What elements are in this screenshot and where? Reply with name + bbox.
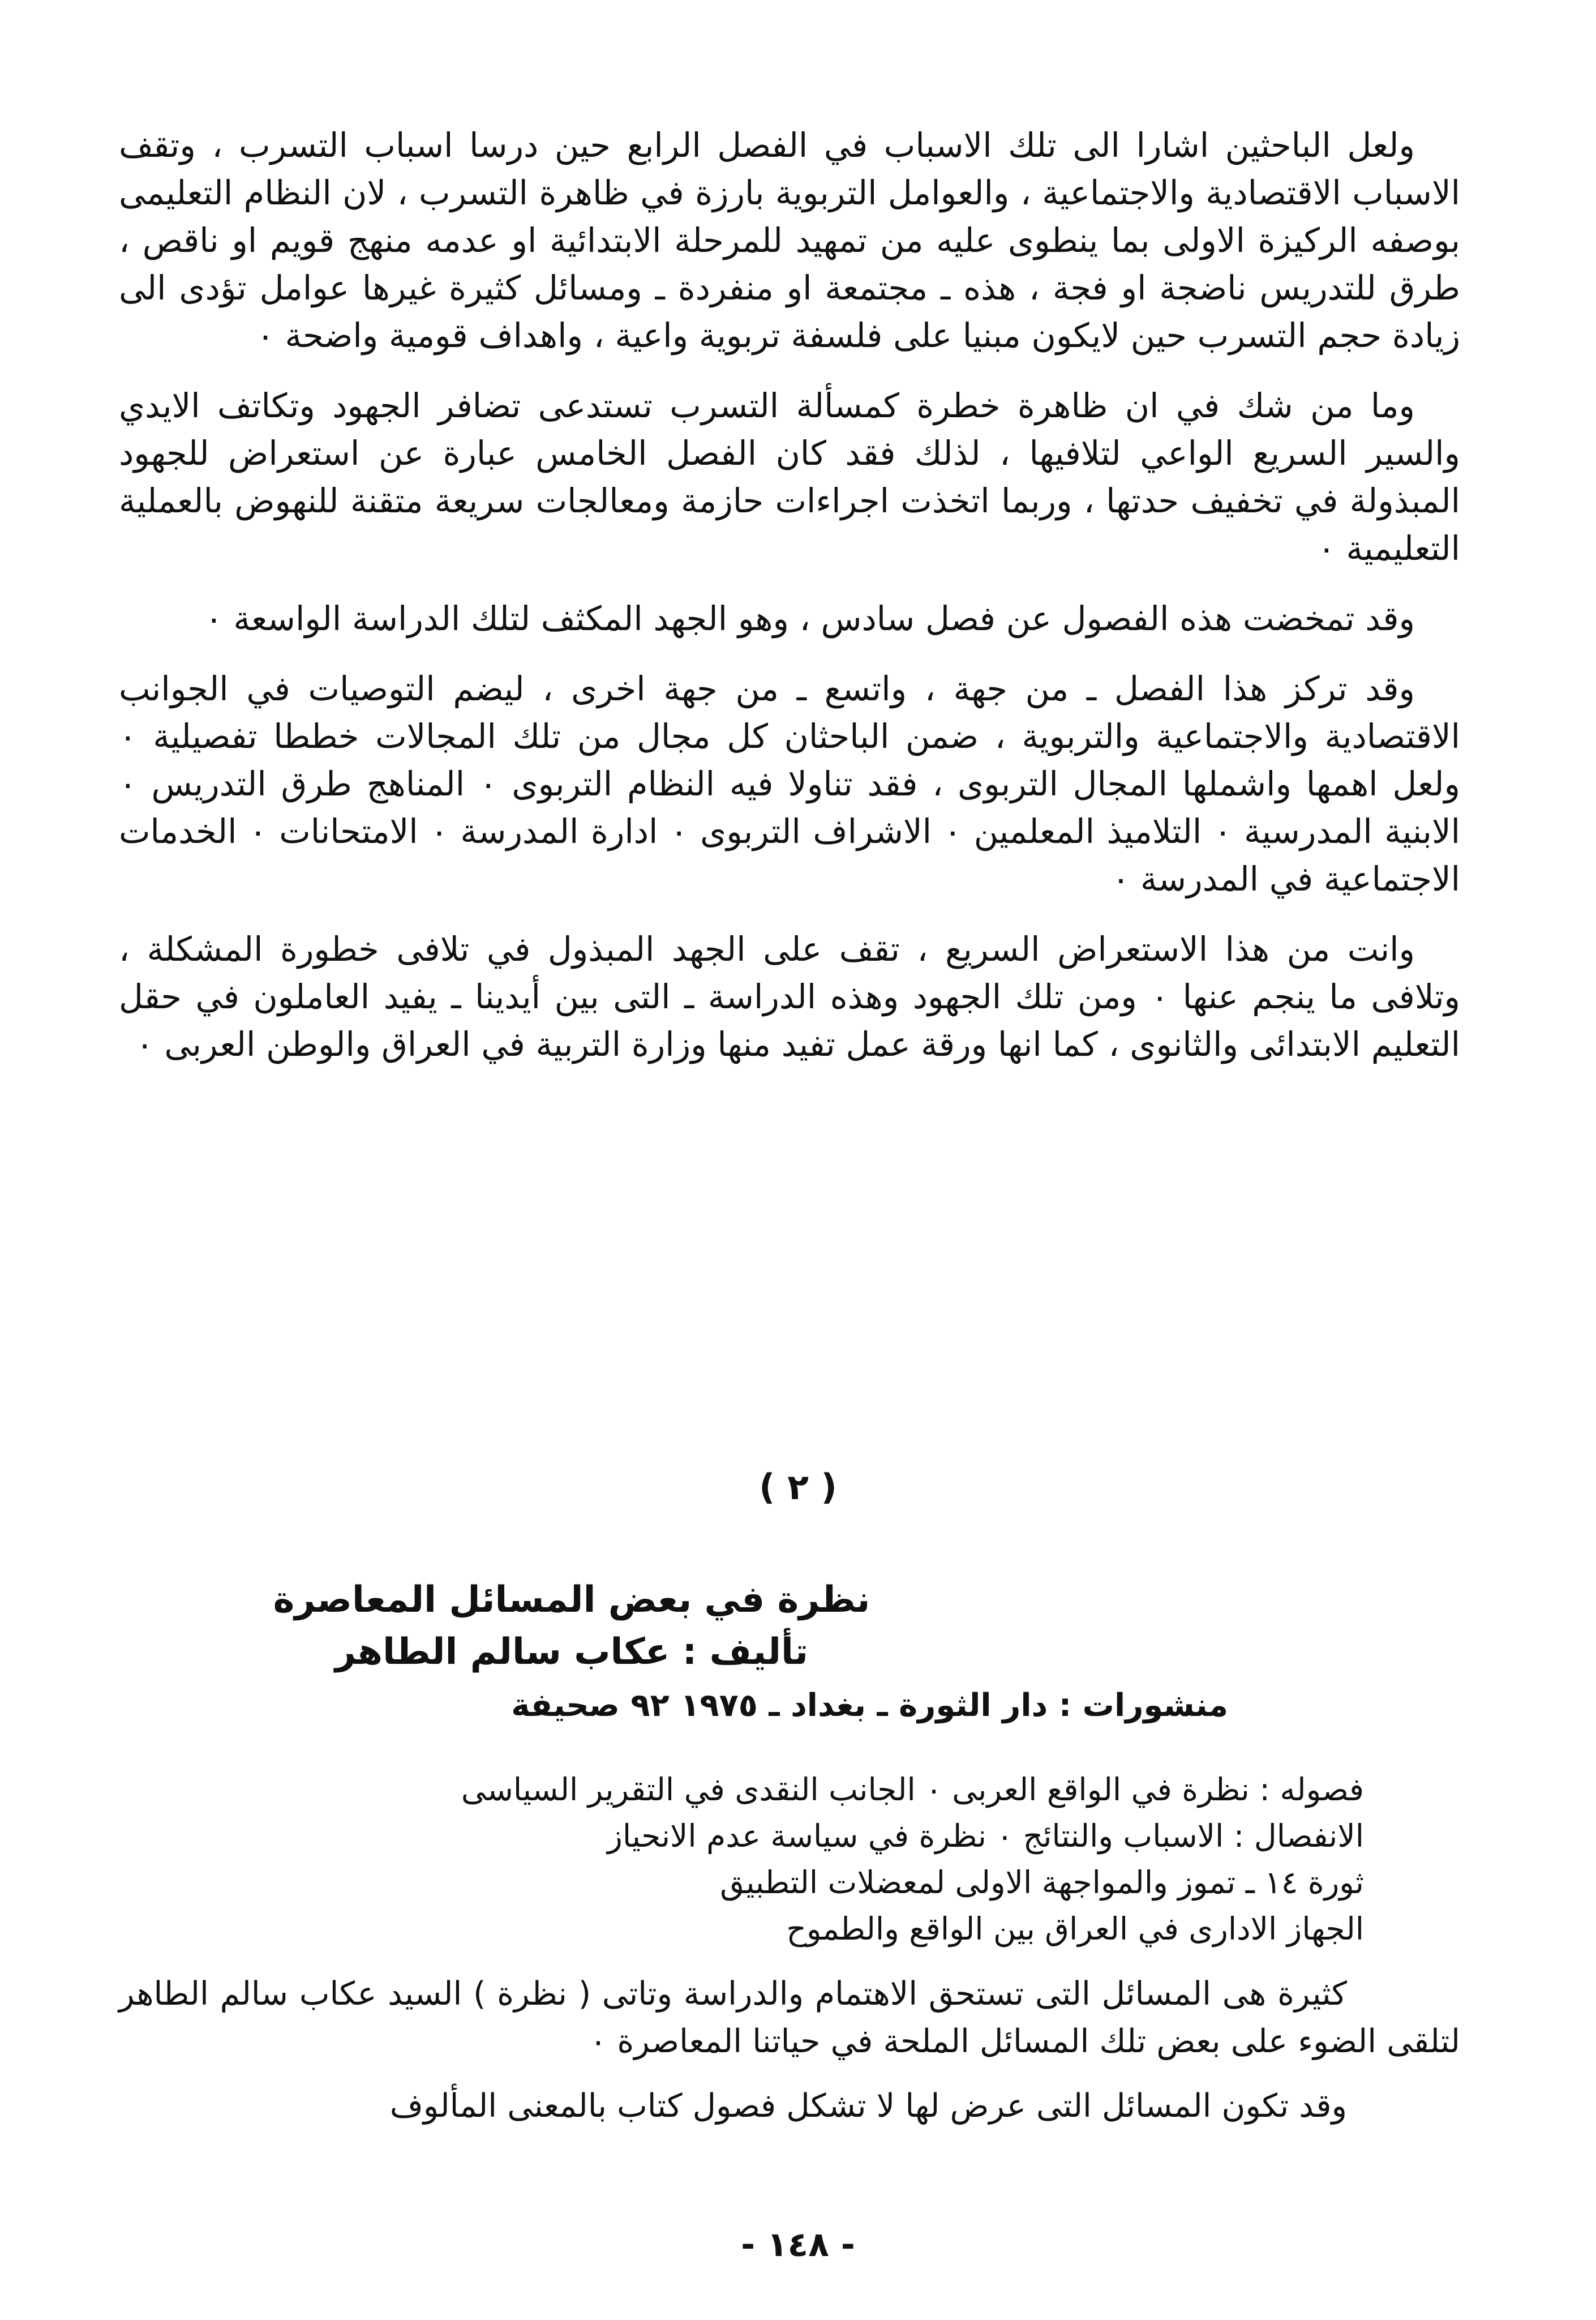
- publication-info: منشورات : دار الثورة ـ بغداد ـ ١٩٧٥ ٩٢ صحيفة: [511, 1687, 1228, 1724]
- section-number: ( ٢ ): [759, 1466, 837, 1508]
- paragraph-recommendations: وقد تركز هذا الفصل ـ من جهة ، واتسع ـ من جهة اخرى ، ليضم التوصيات في الجوانب الاقتصادية والاجتماعية والتربوية ، ضمن الباحثان كل مجال من تلك المجالات خططا تفصيلية ٠ ولعل اهمها واشملها المجال التربوى ، فقد تناولا فيه النظام التربوى ٠ المناهج طرق التدريس ٠ الابنية المدرسية ٠ التلاميذ المعلمين ٠ الاشراف التربوى ٠ ادارة المدرسة ٠ الامتحانات ٠ الخدمات الاجتماعية في المدرسة ٠: [119, 669, 1460, 898]
- review-tail: [119, 1970, 1460, 2147]
- paragraph-review-intro: كثيرة هى المسائل التى تستحق الاهتمام والدراسة وتاتى ( نظرة ) السيد عكاب سالم الطاهر لتلقى الضوء على بعض تلك المسائل الملحة في حياتنا المعاصرة ٠: [119, 1975, 1460, 2060]
- paragraph-review-continue: وقد تكون المسائل التى عرض لها لا تشكل فصول كتاب بالمعنى المألوف: [389, 2087, 1347, 2125]
- book-author: تأليف : عكاب سالم الطاهر: [334, 1631, 809, 1673]
- chapter-line: فصوله : نظرة في الواقع العربى ٠ الجانب النقدى في التقرير السياسى: [461, 1771, 1364, 1808]
- book-title: نظرة في بعض المسائل المعاصرة: [273, 1579, 870, 1621]
- chapter-list: [461, 1766, 1364, 1952]
- paragraph-causes: ولعل الباحثين اشارا الى تلك الاسباب في الفصل الرابع حين درسا اسباب التسرب ، وتقف الاسباب الاقتصادية والاجتماعية ، والعوامل التربوية بارزة في ظاهرة التسرب ، لان النظام التعليمى بوصفه الركيزة الاولى بما ينطوى عليه من تمهيد للمرحلة الابتدائية او عدمه منهج قويم او ناقص ، طرق للتدريس ناضجة او فجة ، هذه ـ مجتمعة او منفردة ـ ومسائل كثيرة غيرها عوامل تؤدى الى زيادة حجم التسرب حين لايكون مبنيا على فلسفة تربوية واعية ، واهداف قومية واضحة ٠: [119, 126, 1460, 355]
- chapter-line: ثورة ١٤ ـ تموز والمواجهة الاولى لمعضلات التطبيق: [720, 1864, 1364, 1900]
- chapter-line: الجهاز الادارى في العراق بين الواقع والطموح: [786, 1911, 1364, 1947]
- chapter-line: الانفصال : الاسباب والنتائج ٠ نظرة في سياسة عدم الانحياز: [607, 1818, 1364, 1854]
- paragraph-sixth-chapter: وقد تمخضت هذه الفصول عن فصل سادس ، وهو الجهد المكثف لتلك الدراسة الواسعة ٠: [204, 599, 1415, 638]
- review-body: [119, 122, 1460, 1091]
- page-number: - ١٤٨ -: [741, 2225, 855, 2265]
- book-header: [175, 1574, 968, 1678]
- paragraph-efforts: وما من شك في ان ظاهرة خطرة كمسألة التسرب تستدعى تضافر الجهود وتكاتف الايدي والسير السريع الواعي لتلافيها ، لذلك فقد كان الفصل الخامس عبارة عن استعراض للجهود المبذولة في تخفيف حدتها ، وربما اتخذت اجراءات حازمة ومعالجات سريعة متقنة للنهوض بالعملية التعليمية ٠: [119, 386, 1460, 568]
- paragraph-conclusion: وانت من هذا الاستعراض السريع ، تقف على الجهد المبذول في تلافى خطورة المشكلة ، وتلافى ما ينجم عنها ٠ ومن تلك الجهود وهذه الدراسة ـ التى بين أيدينا ـ يفيد العاملون في حقل التعليم الابتدائى والثانوى ، كما انها ورقة عمل تفيد منها وزارة التربية في العراق والوطن العربى ٠: [119, 930, 1460, 1064]
